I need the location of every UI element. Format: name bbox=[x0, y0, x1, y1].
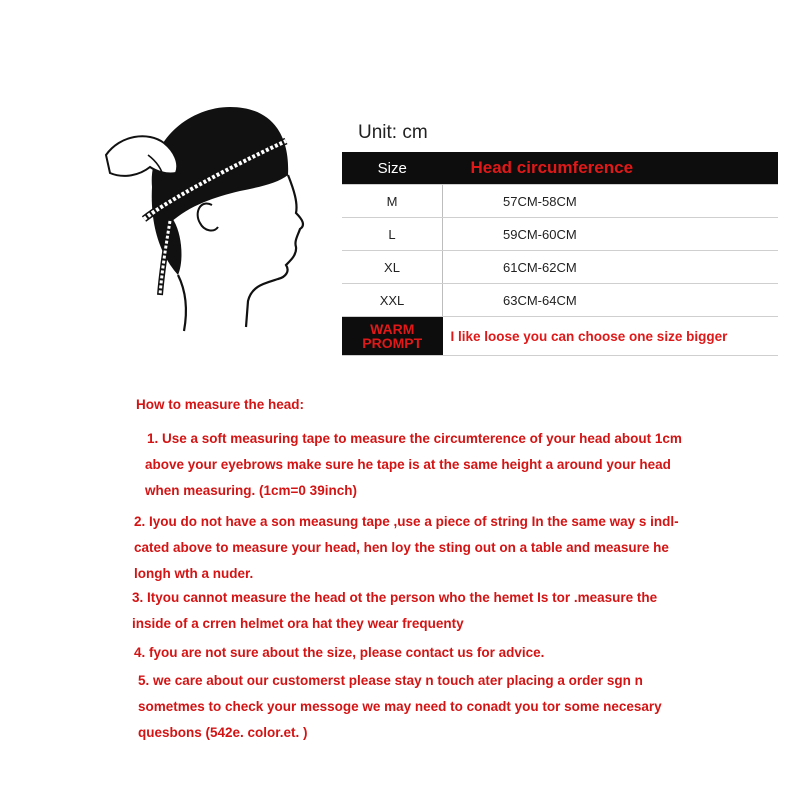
instruction-line: cated above to measure your head, hen loy the sting out on a table and measure he bbox=[134, 540, 669, 555]
instruction-line: inside of a crren helmet ora hat they wear frequenty bbox=[132, 616, 464, 631]
instruction-line: above your eyebrows make sure he tape is at the same height a around your head bbox=[145, 457, 671, 472]
warm-prompt-line-2: PROMPT bbox=[362, 335, 423, 351]
size-cell: M bbox=[342, 185, 443, 218]
header-size: Size bbox=[342, 152, 443, 185]
table-row bbox=[342, 251, 778, 284]
instruction-line: 5. we care about our customerst please stay n touch ater placing a order sgn n bbox=[138, 673, 643, 688]
instruction-line: 4. fyou are not sure about the size, please contact us for advice. bbox=[134, 645, 545, 660]
table-header-row bbox=[342, 152, 778, 185]
table-row bbox=[342, 284, 778, 317]
unit-label: Unit: cm bbox=[358, 122, 428, 143]
table-row bbox=[342, 185, 778, 218]
instruction-line: when measuring. (1cm=0 39inch) bbox=[145, 483, 357, 498]
size-cell: L bbox=[342, 218, 443, 251]
circumference-cell: 63CM-64CM bbox=[443, 284, 779, 317]
instruction-line: 3. Ityou cannot measure the head ot the person who the hemet Is tor .measure the bbox=[132, 590, 658, 605]
warm-prompt-label bbox=[342, 317, 443, 356]
header-head-circumference: Head circumference bbox=[443, 152, 779, 185]
warm-prompt-text: I like loose you can choose one size bigger bbox=[443, 317, 779, 356]
instruction-line: 1. Use a soft measuring tape to measure the circumterence of your head about 1cm bbox=[147, 431, 682, 446]
instruction-line: sometmes to check your messoge we may need to conadt you tor some necesary bbox=[138, 699, 662, 714]
circumference-cell: 57CM-58CM bbox=[443, 185, 779, 218]
warm-prompt-line-1: WARM bbox=[370, 321, 415, 337]
instruction-line: quesbons (542e. color.et. ) bbox=[138, 725, 308, 740]
size-cell: XXL bbox=[342, 284, 443, 317]
table-row bbox=[342, 218, 778, 251]
circumference-cell: 59CM-60CM bbox=[443, 218, 779, 251]
warm-prompt-row bbox=[342, 317, 778, 356]
instructions-title: How to measure the head: bbox=[136, 397, 305, 412]
circumference-cell: 61CM-62CM bbox=[443, 251, 779, 284]
size-chart-table bbox=[342, 152, 778, 356]
instruction-line: longh wth a nuder. bbox=[134, 566, 254, 581]
size-cell: XL bbox=[342, 251, 443, 284]
head-measuring-icon bbox=[100, 95, 340, 355]
instruction-line: 2. Iyou do not have a son measung tape ,use a piece of string In the same way s indl- bbox=[134, 514, 679, 529]
